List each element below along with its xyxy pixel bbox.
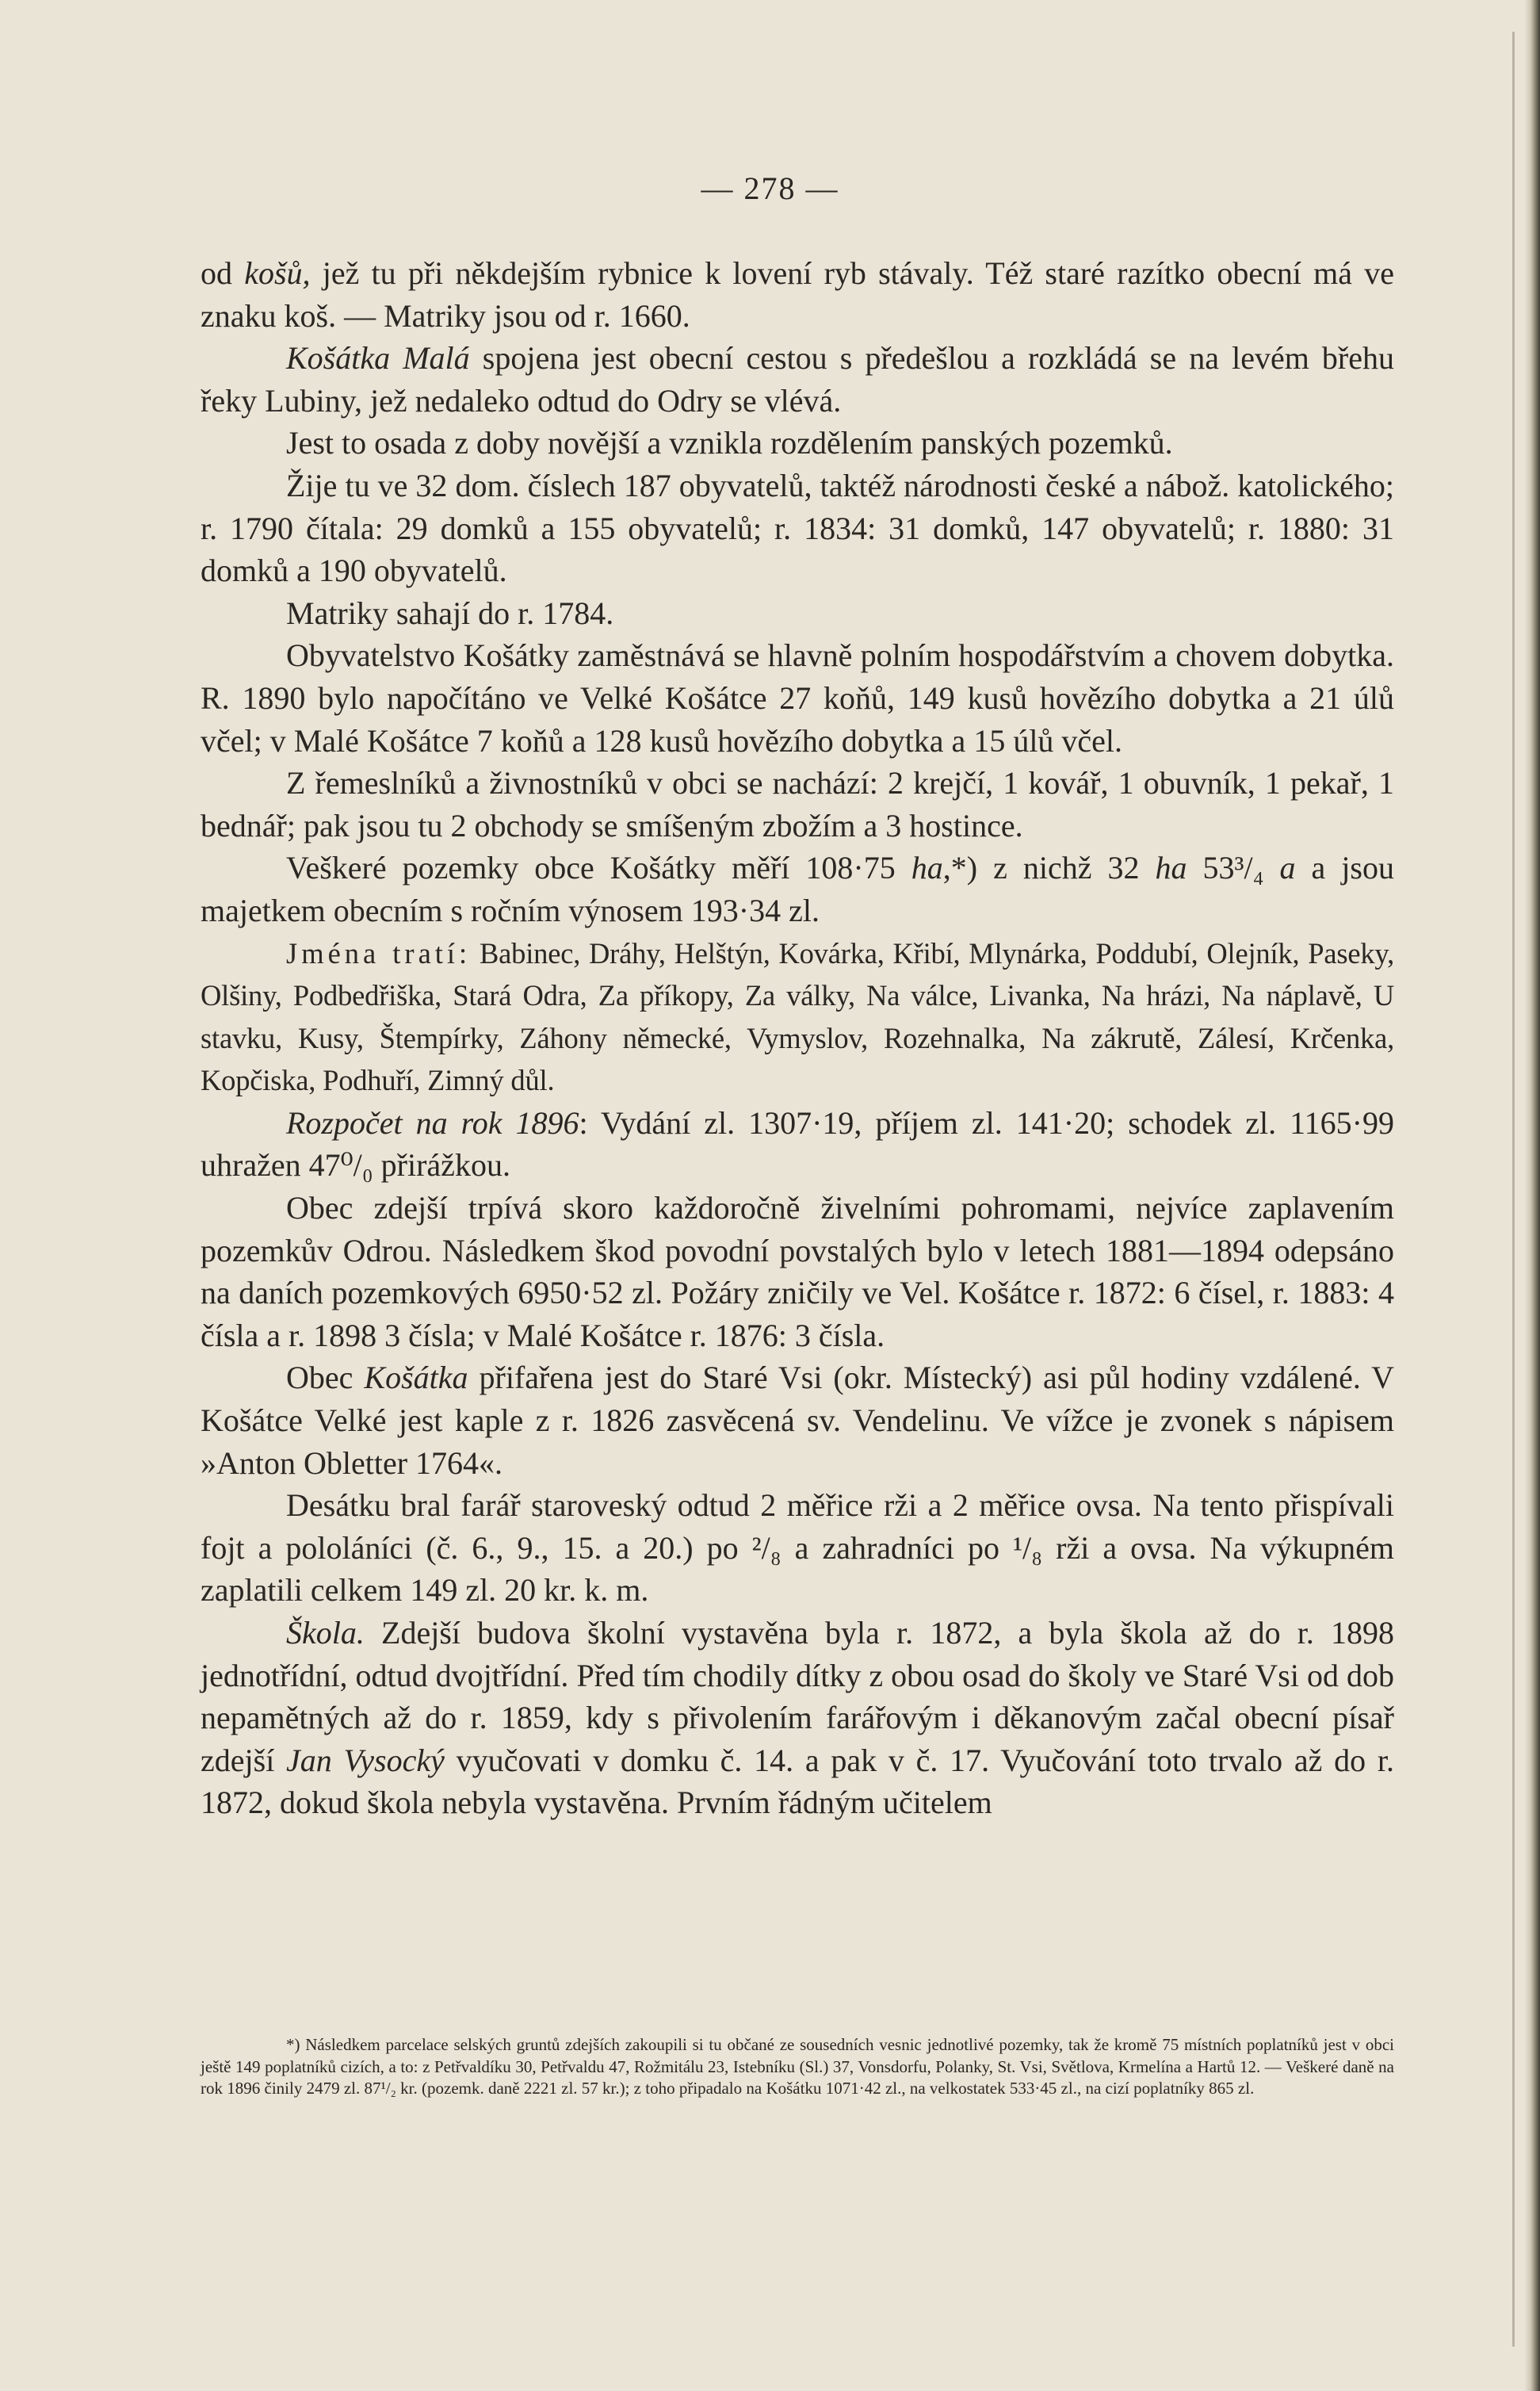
paragraph	[201, 847, 1394, 932]
footnote-text: *) Následkem parcelace selských gruntů zdejších zakoupili si tu občané ze sousedních vesnic jednotlivé pozemky, tak že kromě 75 místních poplatníků jest v obci ještě 149 poplatníků cizích, a to: z Petřvaldíku 30, Petřvaldu 47, Rožmitálu 23, Istebníku (Sl.) 37, Vonsdorfu, Polanky, St. Vsi, Světlova, Krmelína a Hartů 12. — Veškeré daně na rok 1896 činily 2479 zl. 87¹/₂ kr. (pozemk. daně 2221 zl. 57 kr.); z toho připadalo na Košátku 1071·42 zl., na velkostatek 533·45 zl., na cizí poplatníky 865 zl.	[201, 2035, 1394, 2098]
text-run: Desátku bral farář staroveský odtud 2 měřice rži a 2 měřice ovsa. Na tento přispívali fojt a pololáníci (č. 6., 9., 15. a 20.) po ²/₈ a zahradníci po ¹/₈ rži a ovsa. Na výkupném zaplatili celkem 149 zl. 20 kr. k. m.	[201, 1487, 1394, 1609]
text-run: 53³/₄	[1187, 850, 1280, 886]
paragraph	[201, 1484, 1394, 1612]
text-run: Veškeré pozemky obce Košátky měří 108·75	[286, 850, 911, 886]
paragraph	[201, 1612, 1394, 1824]
italic-run: Jan Vysocký	[286, 1742, 445, 1778]
paragraph	[201, 634, 1394, 762]
text-run: Matriky sahají do r. 1784.	[286, 595, 614, 631]
paragraph	[201, 762, 1394, 847]
italic-run: Košátka Malá	[286, 340, 470, 377]
page-number: — 278 —	[701, 170, 839, 206]
text-run: Jest to osada z doby novější a vznikla rozdělením panských pozemků.	[286, 425, 1173, 461]
text-run: od	[201, 255, 245, 291]
footnotes	[201, 2034, 1394, 2100]
text-run: : Vydání zl. 1307·19, příjem zl. 141·20; schodek zl. 1165·99 uhražen 47⁰/₀ přirážkou.	[201, 1104, 1394, 1184]
text-run: Obyvatelstvo Košátky zaměstnává se hlavně polním hospodářstvím a chovem dobytka. R. 1890 bylo napočítáno ve Velké Košátce 27 koňů, 149 kusů hovězího dobytka a 21 úlů včel; v Malé Košátce 7 koňů a 128 kusů hovězího dobytka a 15 úlů včel.	[201, 637, 1394, 759]
paragraph	[201, 337, 1394, 422]
italic-run: ha	[1155, 850, 1187, 886]
text-run: Obec	[286, 1360, 365, 1396]
italic-run: ha	[911, 850, 943, 886]
text-run: spojena jest obecní cestou s předešlou a rozkládá se na levém břehu řeky Lubiny, jež nedaleko odtud do Odry se vlévá.	[201, 340, 1395, 419]
text-run: Žije tu ve 32 dom. číslech 187 obyvatelů, taktéž národnosti české a nábož. katolického; r. 1790 čítala: 29 domků a 155 obyvatelů; r. 1834: 31 domků, 147 obyvatelů; r. 1880: 31 domků a 190 obyvatelů.	[201, 467, 1394, 589]
page-edge-shadow	[1524, 0, 1540, 2391]
paragraph	[201, 252, 1394, 337]
paragraph	[201, 1187, 1394, 1356]
text-run: vyučovati v domku č. 14. a pak v č. 17. Vyučování toto trvalo až do r. 1872, dokud škola nebyla vystavěna. Prvním řádným učitelem	[201, 1742, 1394, 1821]
paragraph	[201, 1102, 1394, 1187]
spaced-run: Jména tratí:	[286, 936, 472, 970]
page-fold-line	[1512, 32, 1515, 2347]
italic-run: Škola.	[286, 1615, 365, 1651]
text-run: přifařena jest do Staré Vsi (okr. Místecký) asi půl hodiny vzdálené. V Košátce Velké jest kaple z r. 1826 zasvěcená sv. Vendelinu. Ve vížce je zvonek s nápisem »Anton Obletter 1764«.	[201, 1360, 1394, 1481]
paragraph	[201, 932, 1394, 1102]
text-run: a jsou majetkem obecním s ročním výnosem 193·34 zl.	[201, 850, 1394, 928]
paragraph	[201, 422, 1394, 465]
italic-run: Rozpočet na rok 1896	[286, 1104, 579, 1141]
text-run: Babinec, Dráhy, Helštýn, Kovárka, Křibí, Mlynárka, Poddubí, Olejník, Paseky, Olšiny, Podbedřiška, Stará Odra, Za příkopy, Za války, Na válce, Livanka, Na hrázi, Na náplavě, U stavku, Kusy, Štempírky, Záhony německé, Vymyslov, Rozehnalka, Na zákrutě, Zálesí, Krčenka, Kopčiska, Podhuří, Zimný důl.	[201, 936, 1394, 1097]
italic-run: košů,	[244, 255, 311, 291]
text-run: Obec zdejší trpívá skoro každoročně živelními pohromami, nejvíce zaplavením pozemkův Odrou. Následkem škod povodní povstalých bylo v letech 1881—1894 odepsáno na daních pozemkových 6950·52 zl. Požáry zničily ve Vel. Košátce r. 1872: 6 čísel, r. 1883: 4 čísla a r. 1898 3 čísla; v Malé Košátce r. 1876: 3 čísla.	[201, 1190, 1394, 1353]
paragraph	[201, 592, 1394, 635]
text-run: jež tu při někdejším rybnice k lovení ryb stávaly. Též staré razítko obecní má ve znaku koš. — Matriky jsou od r. 1660.	[201, 255, 1394, 334]
text-run: Z řemeslníků a živnostníků v obci se nachází: 2 krejčí, 1 kovář, 1 obuvník, 1 pekař, 1 bednář; pak jsou tu 2 obchody se smíšeným zbožím a 3 hostince.	[201, 765, 1394, 844]
text-run: ,*) z nichž 32	[942, 850, 1156, 886]
paragraph	[201, 465, 1394, 592]
italic-run: Košátka	[364, 1360, 468, 1396]
paragraph	[201, 1356, 1394, 1484]
main-text	[201, 252, 1394, 1824]
text-run: Zdejší budova školní vystavěna byla r. 1872, a byla škola až do r. 1898 jednotřídní, odtud dvojtřídní. Před tím chodily dítky z obou osad do školy ve Staré Vsi od dob nepamětných až do r. 1859, kdy s přivolením farářovým i děkanovým začal obecní písař zdejší	[201, 1615, 1394, 1778]
italic-run: a	[1279, 850, 1296, 886]
